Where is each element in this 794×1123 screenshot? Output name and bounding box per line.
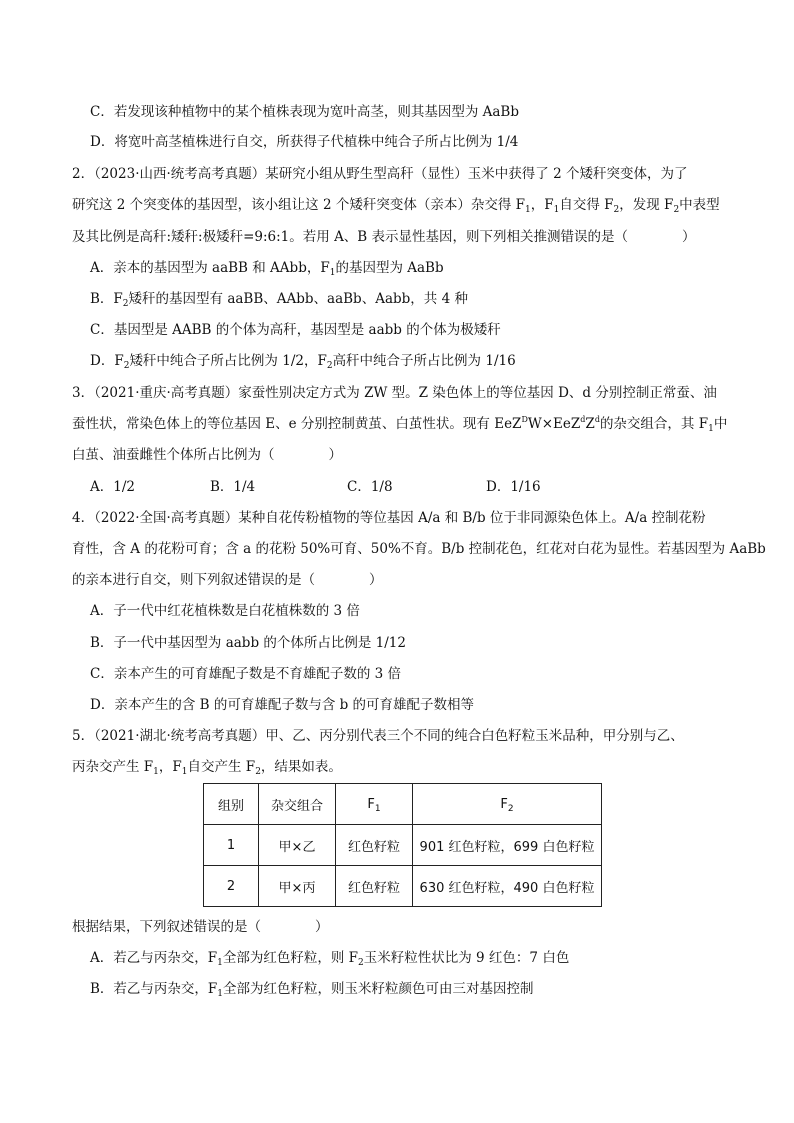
table-row — [204, 825, 602, 866]
q2-stem-line2: 研究这 2 个突变体的基因型，该小组让这 2 个矮秆突变体（亲本）杂交得 $F_1$，$F_1$自交得 $F_2$，发现 $F_2$中表型 — [72, 197, 720, 215]
q3-choice-a: A．1/2 — [90, 479, 135, 495]
table-cell: 甲×乙 — [259, 825, 336, 866]
table-cell: 红色籽粒 — [336, 866, 413, 907]
table-header-row — [204, 784, 602, 825]
prev-option-d: D．将宽叶高茎植株进行自交，所获得子代植株中纯合子所占比例为 1/4 — [90, 134, 519, 150]
q5-option-b: B．若乙与丙杂交，$F_1$全部为红色籽粒，则玉米籽粒颜色可由三对基因控制 — [90, 981, 534, 999]
table-header-cell: 组别 — [204, 784, 259, 825]
q5-stem-line1: 5．（2021·湖北·统考高考真题）甲、乙、丙分别代表三个不同的纯合白色籽粒玉米品种，甲分别与乙、 — [72, 728, 684, 744]
q2-stem-line1: 2．（2023·山西·统考高考真题）某研究小组从野生型高秆（显性）玉米中获得了 2 个矮秆突变体，为了 — [72, 166, 688, 182]
table-cell: 甲×丙 — [259, 866, 336, 907]
q5-prompt: 根据结果，下列叙述错误的是（ ） — [72, 919, 329, 935]
q3-choice-b: B．1/4 — [210, 479, 256, 495]
q4-option-c: C．亲本产生的可育雄配子数是不育雄配子数的 3 倍 — [90, 666, 402, 682]
table-header-cell: 杂交组合 — [259, 784, 336, 825]
q4-stem-line3: 的亲本进行自交，则下列叙述错误的是（ ） — [72, 572, 383, 588]
table-header-cell: $F_1$ — [336, 784, 413, 825]
q4-option-b: B．子一代中基因型为 aabb 的个体所占比例是 1/12 — [90, 635, 406, 651]
q3-stem-line1: 3．（2021·重庆·高考真题）家蚕性别决定方式为 ZW 型。Z 染色体上的等位基因 D、d 分别控制正常蚕、油 — [72, 385, 717, 401]
q4-option-a: A．子一代中红花植株数是白花植株数的 3 倍 — [90, 603, 360, 619]
q3-choice-c: C．1/8 — [347, 479, 393, 495]
q4-stem-line1: 4．（2022·全国·高考真题）某种自花传粉植物的等位基因 A/a 和 B/b 位于非同源染色体上。A/a 控制花粉 — [72, 510, 706, 526]
q2-option-d: D．$F_2$矮秆中纯合子所占比例为 1/2，$F_2$高秆中纯合子所占比例为 1/16 — [90, 353, 516, 371]
table-cell: 红色籽粒 — [336, 825, 413, 866]
q2-option-c: C．基因型是 AABB 的个体为高秆，基因型是 aabb 的个体为极矮秆 — [90, 322, 501, 338]
q4-option-d: D．亲本产生的含 B 的可育雄配子数与含 b 的可育雄配子数相等 — [90, 697, 475, 713]
table-cell: 630 红色籽粒，490 白色籽粒 — [413, 866, 602, 907]
q3-stem-line3: 白茧、油蚕雌性个体所占比例为（ ） — [72, 447, 342, 463]
q3-choice-d: D．1/16 — [486, 479, 541, 495]
results-table — [203, 783, 602, 907]
q2-option-a: A．亲本的基因型为 aaBB 和 AAbb，$F_1$的基因型为 AaBb — [90, 260, 444, 278]
q4-stem-line2: 育性，含 A 的花粉可育；含 a 的花粉 50%可育、50%不育。B/b 控制花色，红花对白花为显性。若基因型为 AaBb — [72, 541, 766, 557]
q5-stem-line2: 丙杂交产生 $F_1$，$F_1$自交产生 $F_2$，结果如表。 — [72, 759, 342, 777]
q5-option-a: A．若乙与丙杂交，$F_1$全部为红色籽粒，则 $F_2$玉米籽粒性状比为 9 红色：7 白色 — [90, 950, 570, 968]
table-header-cell: $F_2$ — [413, 784, 602, 825]
q2-stem-line3: 及其比例是高秆:矮秆:极矮秆=9:6:1。若用 A、B 表示显性基因，则下列相关推测错误的是（ ） — [72, 229, 696, 245]
q3-stem-line2: 蚕性状，常染色体上的等位基因 E、e 分别控制黄茧、白茧性状。现有 $EeZ^DW\times EeZ^dZ^d$的杂交组合，其 $F_1$中 — [72, 415, 728, 434]
table-cell: 1 — [204, 825, 259, 866]
table-cell: 901 红色籽粒，699 白色籽粒 — [413, 825, 602, 866]
table-cell: 2 — [204, 866, 259, 907]
prev-option-c: C．若发现该种植物中的某个植株表现为宽叶高茎，则其基因型为 AaBb — [90, 104, 519, 120]
table-row — [204, 866, 602, 907]
q2-option-b: B．$F_2$矮秆的基因型有 aaBB、AAbb、aaBb、Aabb，共 4 种 — [90, 291, 468, 309]
